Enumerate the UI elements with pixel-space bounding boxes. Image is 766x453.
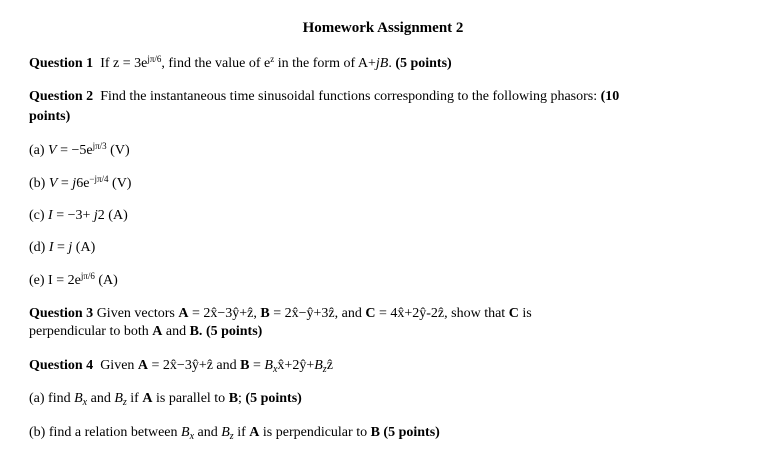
q2a-unit: (V) [106,143,130,158]
q3-text-3: = 2x̂−ŷ+3ẑ, and [269,306,366,321]
q4a-semi: ; [238,391,246,406]
q2-item-b [29,175,131,193]
q2-item-c [29,207,128,225]
q4b-bx-sub: x [189,431,195,442]
q4b-bx: B [181,425,190,440]
q4-text-4: x̂+2ŷ+ [277,358,315,373]
q4b-mid: is perpendicular to [259,425,371,440]
q2e-exp: jπ/6 [80,271,95,281]
q4b-if: if [233,425,250,440]
q3-vec-c-2: C [508,306,519,321]
q4b-bz: B [221,425,230,440]
question-1 [29,55,452,73]
q2d-j: j [68,240,73,255]
q2b-j: j [72,176,77,191]
q4a-vec-b: B [228,391,239,406]
q2-points-b: points) [29,109,71,124]
q2-item-e [29,272,118,290]
q2b-unit: (V) [108,176,132,191]
q2b-eq: = [57,176,73,191]
q4-text-1: Given [100,358,138,373]
q4-bz-sub: z [322,364,327,375]
q4-bx-sub: x [272,364,278,375]
q2a-eq: = −5e [56,143,93,158]
q4-part-b [29,424,440,442]
q2-text: Find the instantaneous time sinusoidal functions corresponding to the following phasors: [100,89,598,104]
q2c-j: j [93,208,98,223]
q4b-points: (5 points) [379,425,440,440]
q2-item-d [29,239,95,257]
q4a-bz-sub: z [122,397,127,408]
q1-exp-1: jπ/6 [147,54,162,64]
q3-text-1: Given vectors [96,306,179,321]
q1-points: (5 points) [395,56,452,71]
q4b-bz-sub: z [229,431,234,442]
q3-text-4: = 4x̂+2ŷ-2ẑ, show that [375,306,509,321]
question-2 [29,88,619,106]
q3-text-2: = 2x̂−3ŷ+ẑ, [188,306,261,321]
q4a-prefix: (a) find [29,391,75,406]
q4-vec-b: B [240,358,250,373]
q4a-and: and [87,391,115,406]
q2c-var: I [48,208,53,223]
q2a-prefix: (a) [29,143,49,158]
q4a-if: if [126,391,143,406]
q2c-prefix: (c) [29,208,49,223]
q4a-bx-sub: x [82,397,88,408]
q4-part-a [29,390,302,408]
q4b-prefix: (b) find a relation between [29,425,181,440]
q4b-and: and [194,425,222,440]
q4b-vec-b: B [370,425,380,440]
q2d-var: I [48,240,54,255]
q3-vec-b-2: B. [189,324,203,339]
q2d-eq2: (A) [72,240,96,255]
question-3-cont [29,323,262,341]
q4-vec-a: A [137,358,149,373]
question-2-cont [29,108,70,126]
q2b-exp: −jπ/4 [89,174,109,184]
q4-bx: B [264,358,273,373]
q2-points-a: (10 [600,89,620,104]
question-4 [29,357,333,375]
q2b-prefix: (b) [29,176,49,191]
q4a-bx: B [74,391,83,406]
q2c-eq2: 2 (A) [97,208,128,223]
q1-text-1: If z = 3e [100,56,148,71]
q2e-prefix: (e) I = 2e [29,273,81,288]
q1-label: Question 1 [29,56,94,71]
q2a-var: V [48,143,57,158]
q2a-exp: jπ/3 [92,141,107,151]
q4-text-2: = 2x̂−3ŷ+ẑ and [148,358,241,373]
q1-text-2: , find the value of e [161,56,271,71]
q4b-vec-a: A [249,425,260,440]
q3-vec-a: A [178,306,189,321]
q3-line2-and: and [162,324,190,339]
q2b-eq2: 6e [76,176,90,191]
q2e-unit: (A) [94,273,118,288]
q2-item-a [29,142,130,160]
q3-vec-b: B [260,306,270,321]
q4-text-5: ẑ [326,358,333,373]
q1-text-3: in the form of A+ [274,56,376,71]
q3-vec-a-2: A [152,324,163,339]
q4a-vec-a: A [142,391,153,406]
question-3 [29,305,532,323]
q2c-eq: = −3+ [52,208,94,223]
document-title: Homework Assignment 2 [302,20,464,36]
q3-vec-c: C [365,306,376,321]
q4a-points: (5 points) [245,391,302,406]
q4-label: Question 4 [29,358,94,373]
q4-text-3: = [249,358,265,373]
q2-label: Question 2 [29,89,94,104]
q2b-var: V [48,176,58,191]
q4a-mid: is parallel to [152,391,229,406]
q3-line2-text: perpendicular to both [29,324,153,339]
q2d-prefix: (d) [29,240,49,255]
q1-jb: jB [375,56,389,71]
q1-exp-2: z [270,54,275,64]
q3-text-5: is [518,306,532,321]
q4-bz: B [314,358,323,373]
q4a-bz: B [114,391,123,406]
q3-label: Question 3 [29,306,94,321]
q1-text-5: . [388,56,396,71]
q3-points: (5 points) [205,324,263,339]
q2d-eq: = [53,240,69,255]
